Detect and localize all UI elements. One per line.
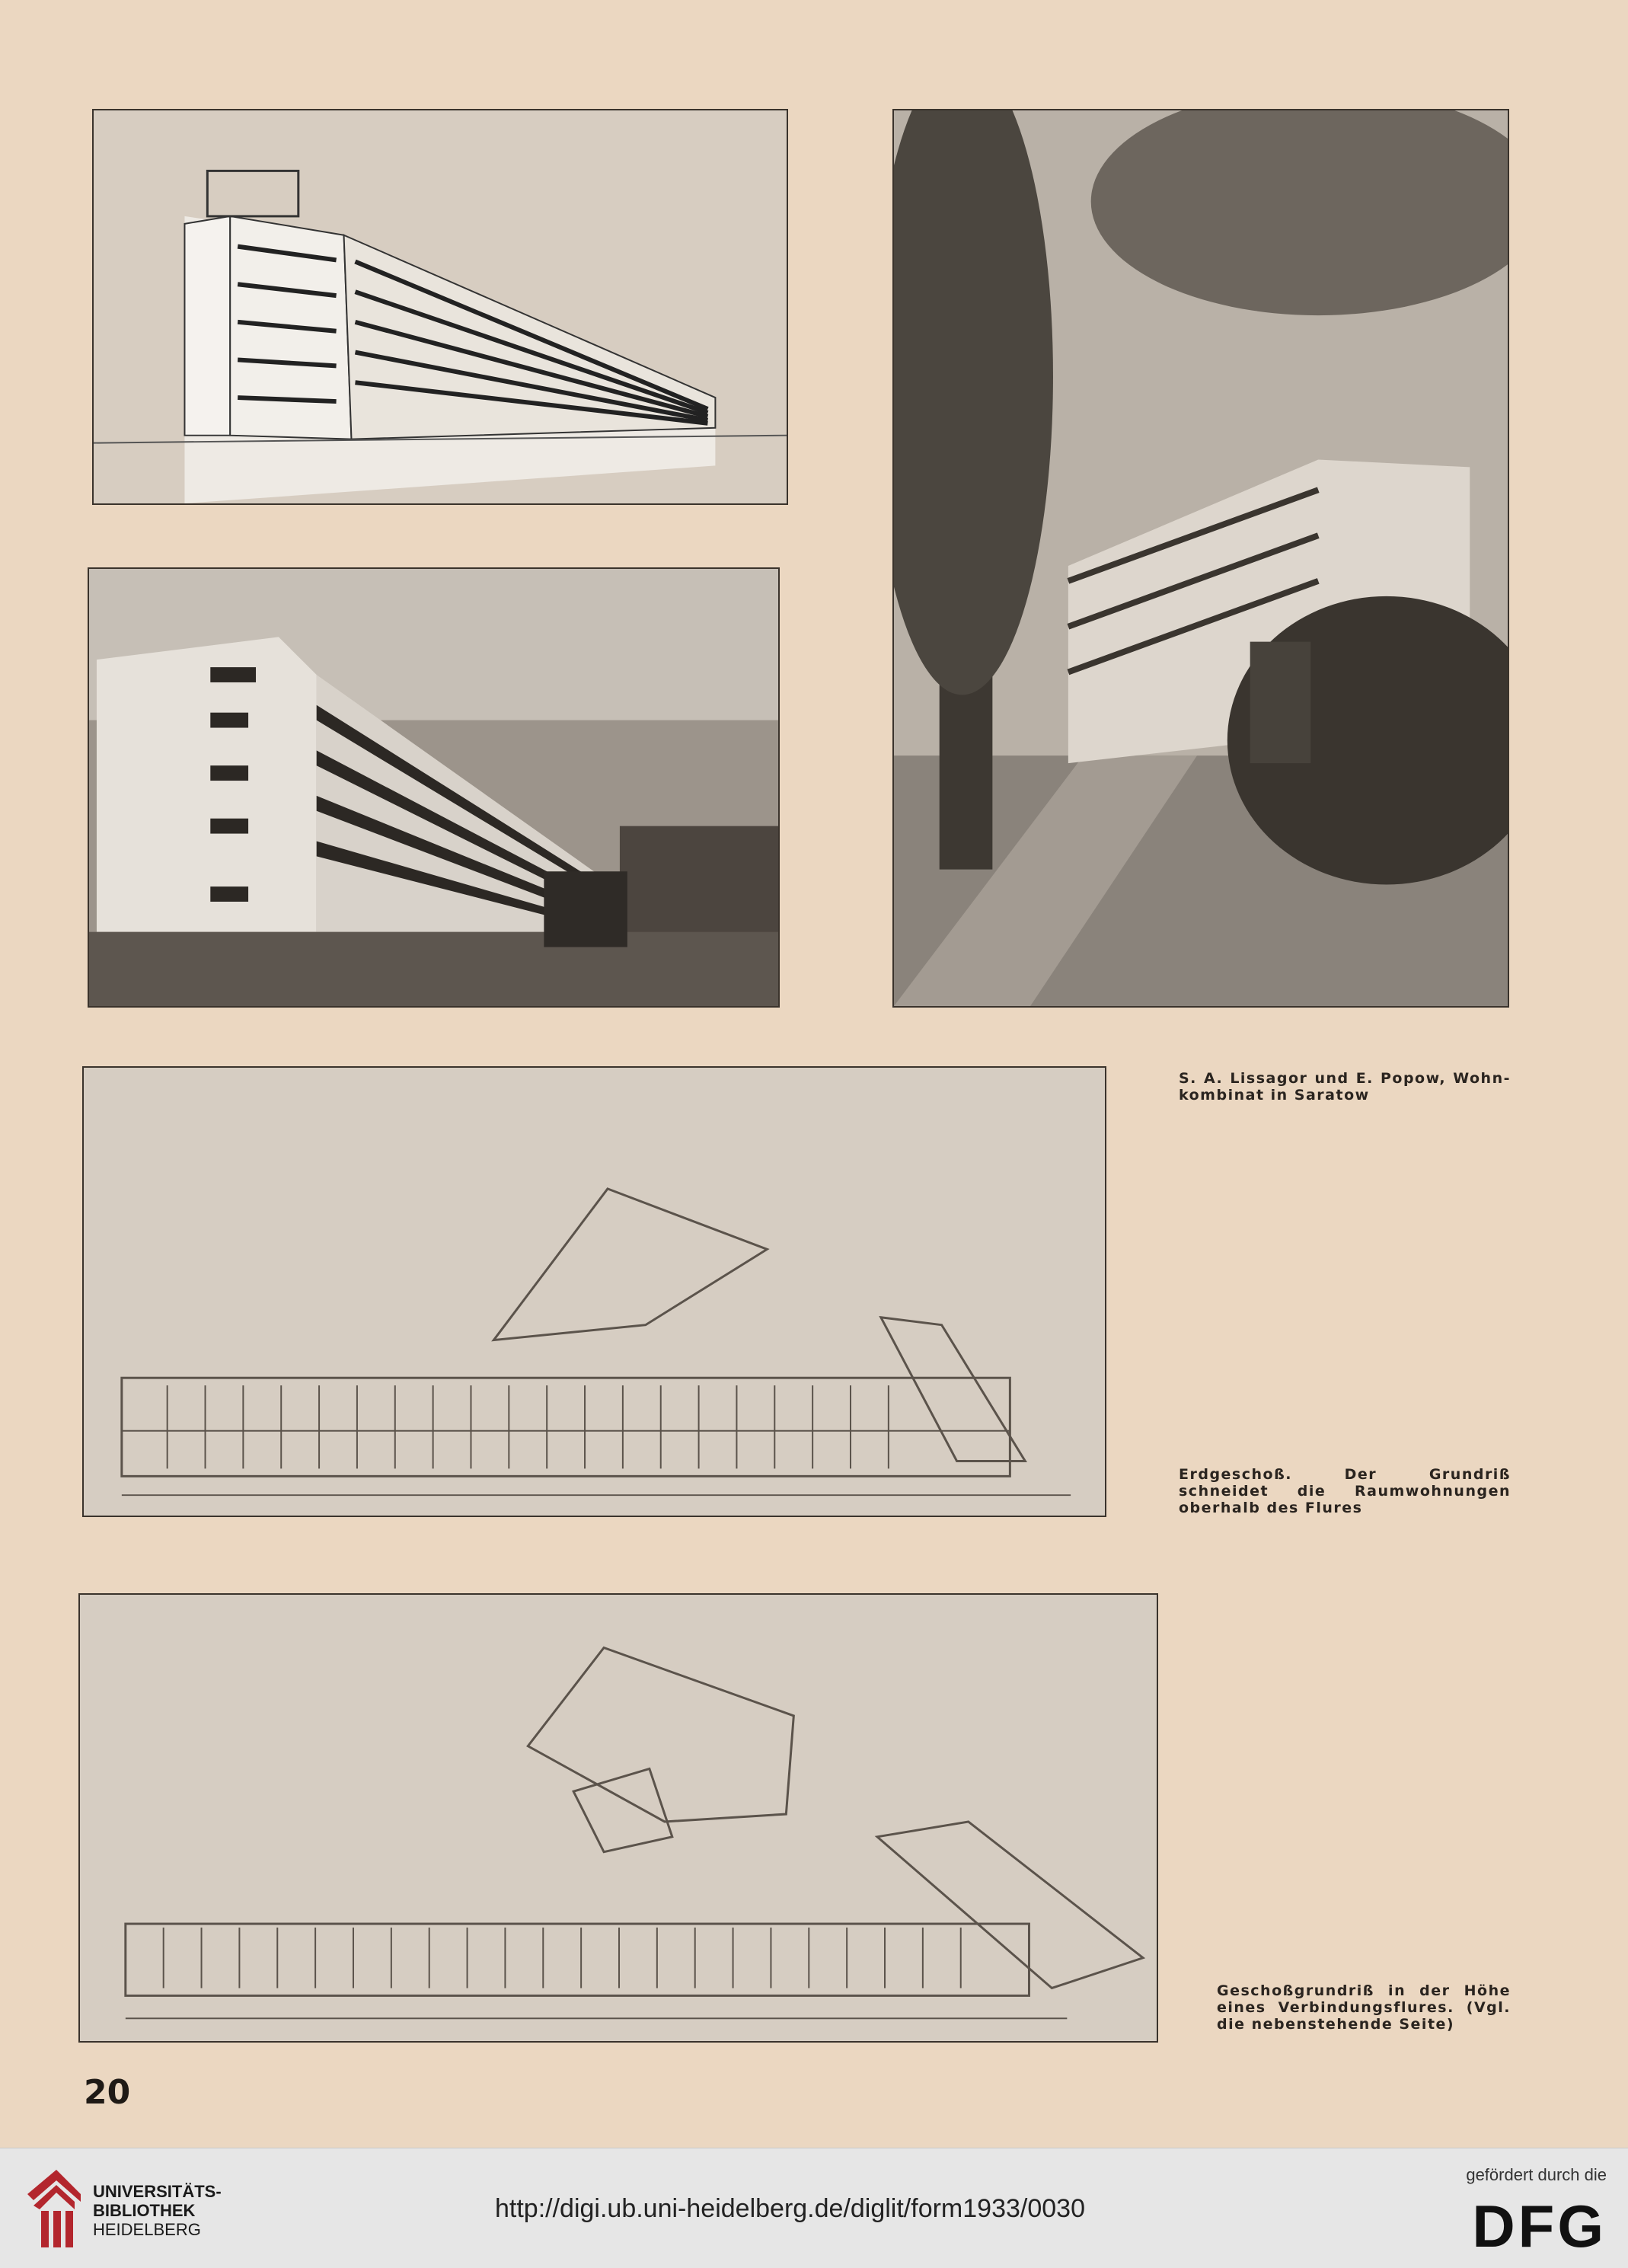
upper-floor-plan-image (78, 1593, 1158, 2043)
building-photo-image (88, 567, 780, 1008)
footer-bar (0, 2148, 1628, 2268)
funded-by-label: gefördert durch die (1466, 2165, 1607, 2184)
page-number: 20 (84, 2073, 131, 2112)
dfg-logo: DFG (1472, 2193, 1607, 2260)
tree-lined-building-photo-image (892, 109, 1509, 1008)
caption-main: S. A. Lissagor und E. Popow, Wohn-kombinat in Saratow (1179, 1070, 1511, 1104)
caption-ground-floor: Erdgeschoß. Der Grundriß schneidet die Raumwohnungen oberhalb des Flures (1179, 1466, 1511, 1516)
library-name-line1: UNIVERSITÄTS- (93, 2182, 222, 2201)
ground-floor-plan-image (82, 1066, 1106, 1517)
library-name (93, 2182, 222, 2239)
library-name-line2: BIBLIOTHEK (93, 2201, 196, 2220)
document-url-link[interactable]: http://digi.ub.uni-heidelberg.de/diglit/form1933/0030 (495, 2194, 1085, 2223)
university-library-logo-icon (20, 2164, 88, 2254)
caption-upper-floor: Geschoßgrundriß in der Höhe eines Verbindungsflures. (Vgl. die nebenstehende Seite) (1217, 1982, 1511, 2033)
library-name-line3: HEIDELBERG (93, 2220, 201, 2239)
perspective-drawing-image (92, 109, 788, 505)
